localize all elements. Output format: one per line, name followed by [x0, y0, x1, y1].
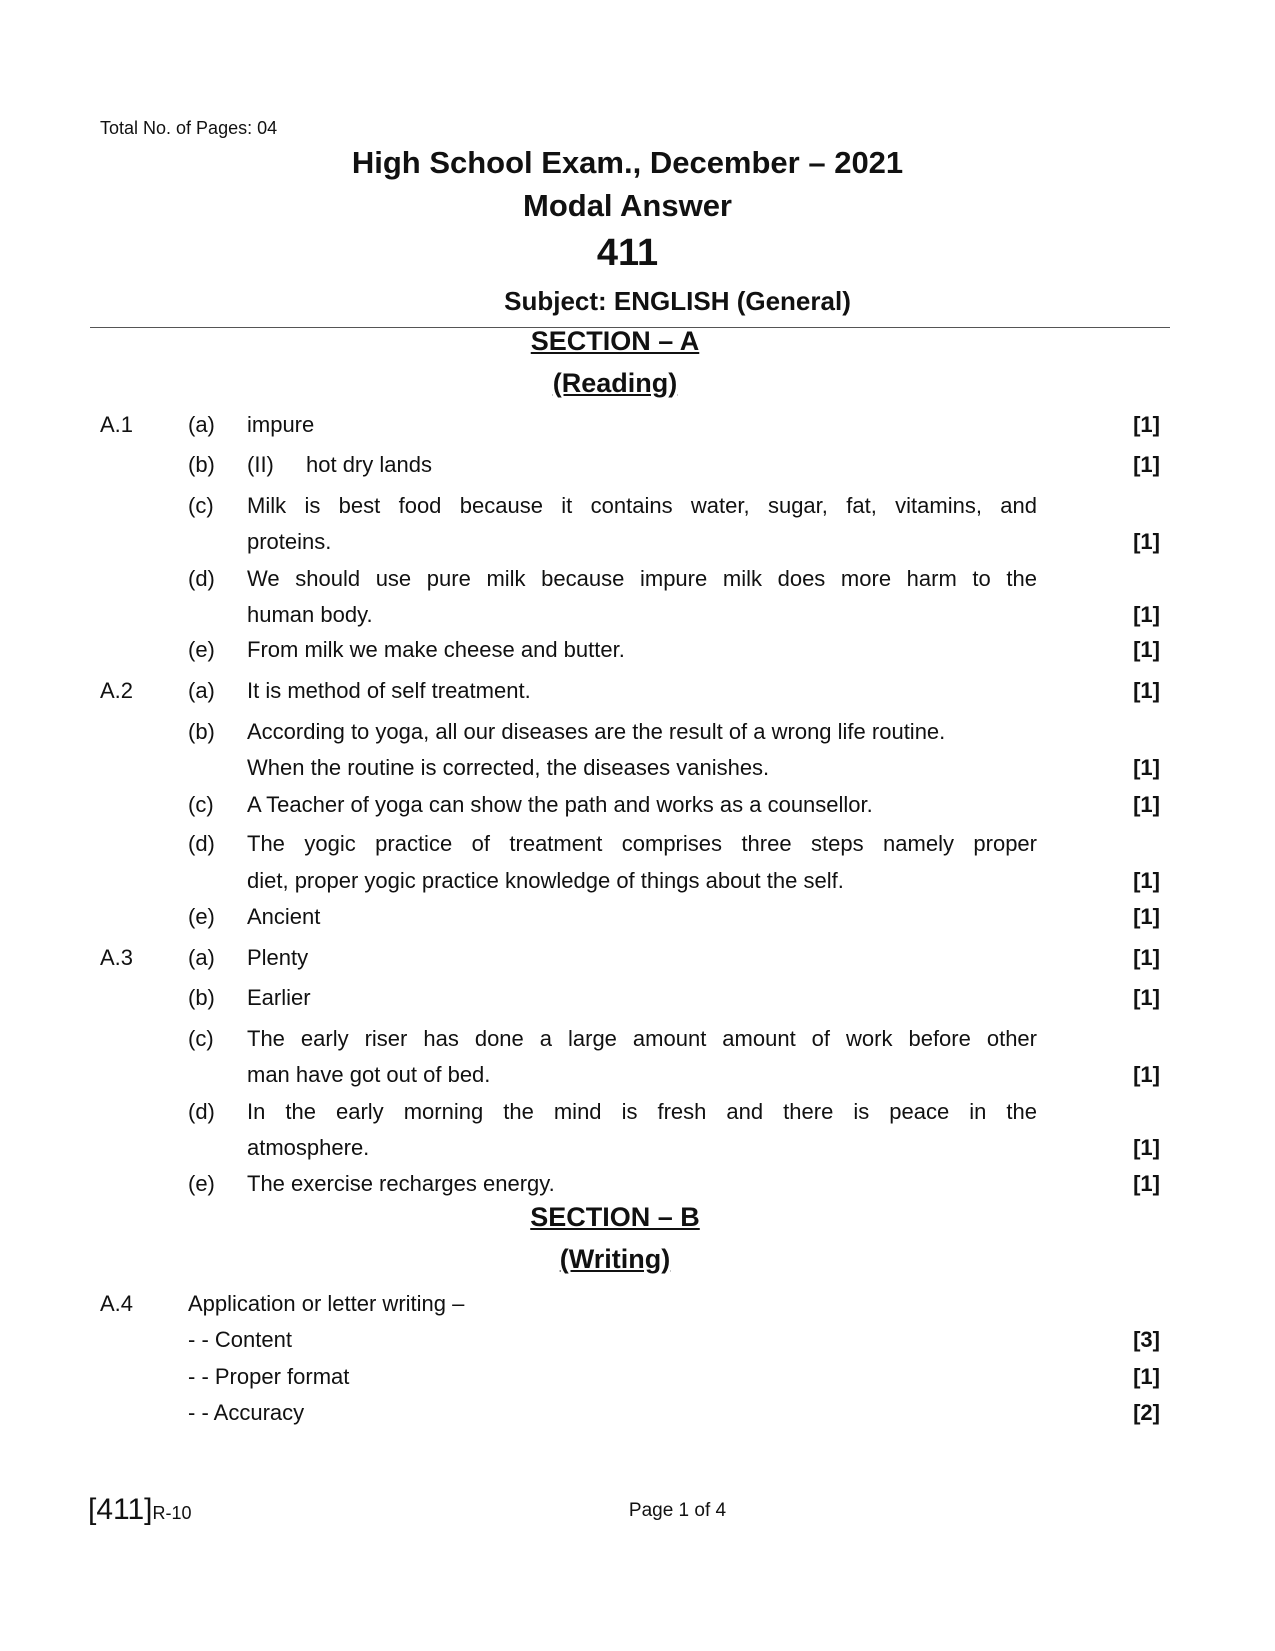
answer-text: proteins.	[247, 529, 332, 554]
section-b-title: SECTION – B	[530, 1202, 700, 1232]
mark: [3]	[1133, 1327, 1160, 1352]
mark: [1]	[1133, 602, 1160, 627]
answer-text: From milk we make cheese and butter.	[247, 637, 625, 662]
answer-text: The early riser has done a large amount amount of work before other	[247, 1026, 1037, 1051]
criterion-text: - - Proper format	[188, 1364, 350, 1389]
mark: [1]	[1133, 1171, 1160, 1196]
page-number: Page 1 of 4	[628, 1500, 727, 1521]
answer-text: atmosphere.	[247, 1135, 370, 1160]
answer-text: The exercise recharges energy.	[247, 1171, 555, 1196]
question-number: A.2	[100, 678, 134, 703]
mark: [1]	[1133, 678, 1160, 703]
answer-text: According to yoga, all our diseases are the result of a wrong life routine.	[247, 719, 946, 744]
mark: [1]	[1133, 904, 1160, 929]
option-label: (d)	[188, 831, 215, 856]
section-a-title: SECTION – A	[530, 326, 700, 356]
question-number: A.1	[100, 412, 134, 437]
option-label: (c)	[188, 1026, 214, 1051]
mark: [1]	[1133, 755, 1160, 780]
mark: [1]	[1133, 985, 1160, 1010]
option-label: (e)	[188, 1171, 215, 1196]
subject-title: Subject: ENGLISH (General)	[504, 286, 851, 316]
question-number: A.3	[100, 945, 134, 970]
exam-title: High School Exam., December – 2021	[351, 145, 904, 180]
answer-text: It is method of self treatment.	[247, 678, 531, 703]
mark: [1]	[1133, 1364, 1160, 1389]
option-label: (b)	[188, 452, 215, 477]
option-label: (e)	[188, 904, 215, 929]
option-label: (a)	[188, 945, 215, 970]
answer-text: Application or letter writing –	[188, 1291, 465, 1316]
section-b-subtitle: (Writing)	[559, 1244, 671, 1274]
answer-text: impure	[247, 412, 315, 437]
answer-text: We should use pure milk because impure milk does more harm to the	[247, 566, 1037, 591]
sub-option-label: (II)	[247, 452, 274, 477]
total-pages: Total No. of Pages: 04	[100, 118, 278, 138]
option-label: (c)	[188, 493, 214, 518]
answer-text: A Teacher of yoga can show the path and works as a counsellor.	[247, 792, 873, 817]
option-label: (a)	[188, 412, 215, 437]
mark: [1]	[1133, 792, 1160, 817]
option-label: (d)	[188, 566, 215, 591]
answer-text: The yogic practice of treatment comprises three steps namely proper	[247, 831, 1037, 856]
mark: [1]	[1133, 1135, 1160, 1160]
answer-text: Milk is best food because it contains water, sugar, fat, vitamins, and	[247, 493, 1037, 518]
mark: [1]	[1133, 529, 1160, 554]
option-label: (e)	[188, 637, 215, 662]
answer-text: hot dry lands	[306, 452, 432, 477]
paper-code: 411	[596, 232, 659, 274]
answer-text: human body.	[247, 602, 373, 627]
answer-text: diet, proper yogic practice knowledge of things about the self.	[247, 868, 844, 893]
section-a-subtitle: (Reading)	[552, 368, 678, 398]
footer-code-main: [411]	[88, 1493, 153, 1526]
option-label: (b)	[188, 985, 215, 1010]
answer-text: In the early morning the mind is fresh and there is peace in the	[247, 1099, 1037, 1124]
answer-title: Modal Answer	[523, 188, 732, 223]
answer-text: man have got out of bed.	[247, 1062, 491, 1087]
option-label: (d)	[188, 1099, 215, 1124]
mark: [1]	[1133, 1062, 1160, 1087]
mark: [1]	[1133, 637, 1160, 662]
option-label: (c)	[188, 792, 214, 817]
footer-code-suffix: R-10	[152, 1503, 192, 1523]
answer-text: Earlier	[247, 985, 311, 1010]
mark: [1]	[1133, 412, 1160, 437]
answer-text: When the routine is corrected, the diseases vanishes.	[247, 755, 770, 780]
criterion-text: - - Accuracy	[188, 1400, 305, 1425]
mark: [2]	[1133, 1400, 1160, 1425]
option-label: (a)	[188, 678, 215, 703]
question-number: A.4	[100, 1291, 134, 1316]
criterion-text: - - Content	[188, 1327, 292, 1352]
option-label: (b)	[188, 719, 215, 744]
mark: [1]	[1133, 452, 1160, 477]
mark: [1]	[1133, 945, 1160, 970]
mark: [1]	[1133, 868, 1160, 893]
answer-text: Ancient	[247, 904, 321, 929]
answer-text: Plenty	[247, 945, 309, 970]
